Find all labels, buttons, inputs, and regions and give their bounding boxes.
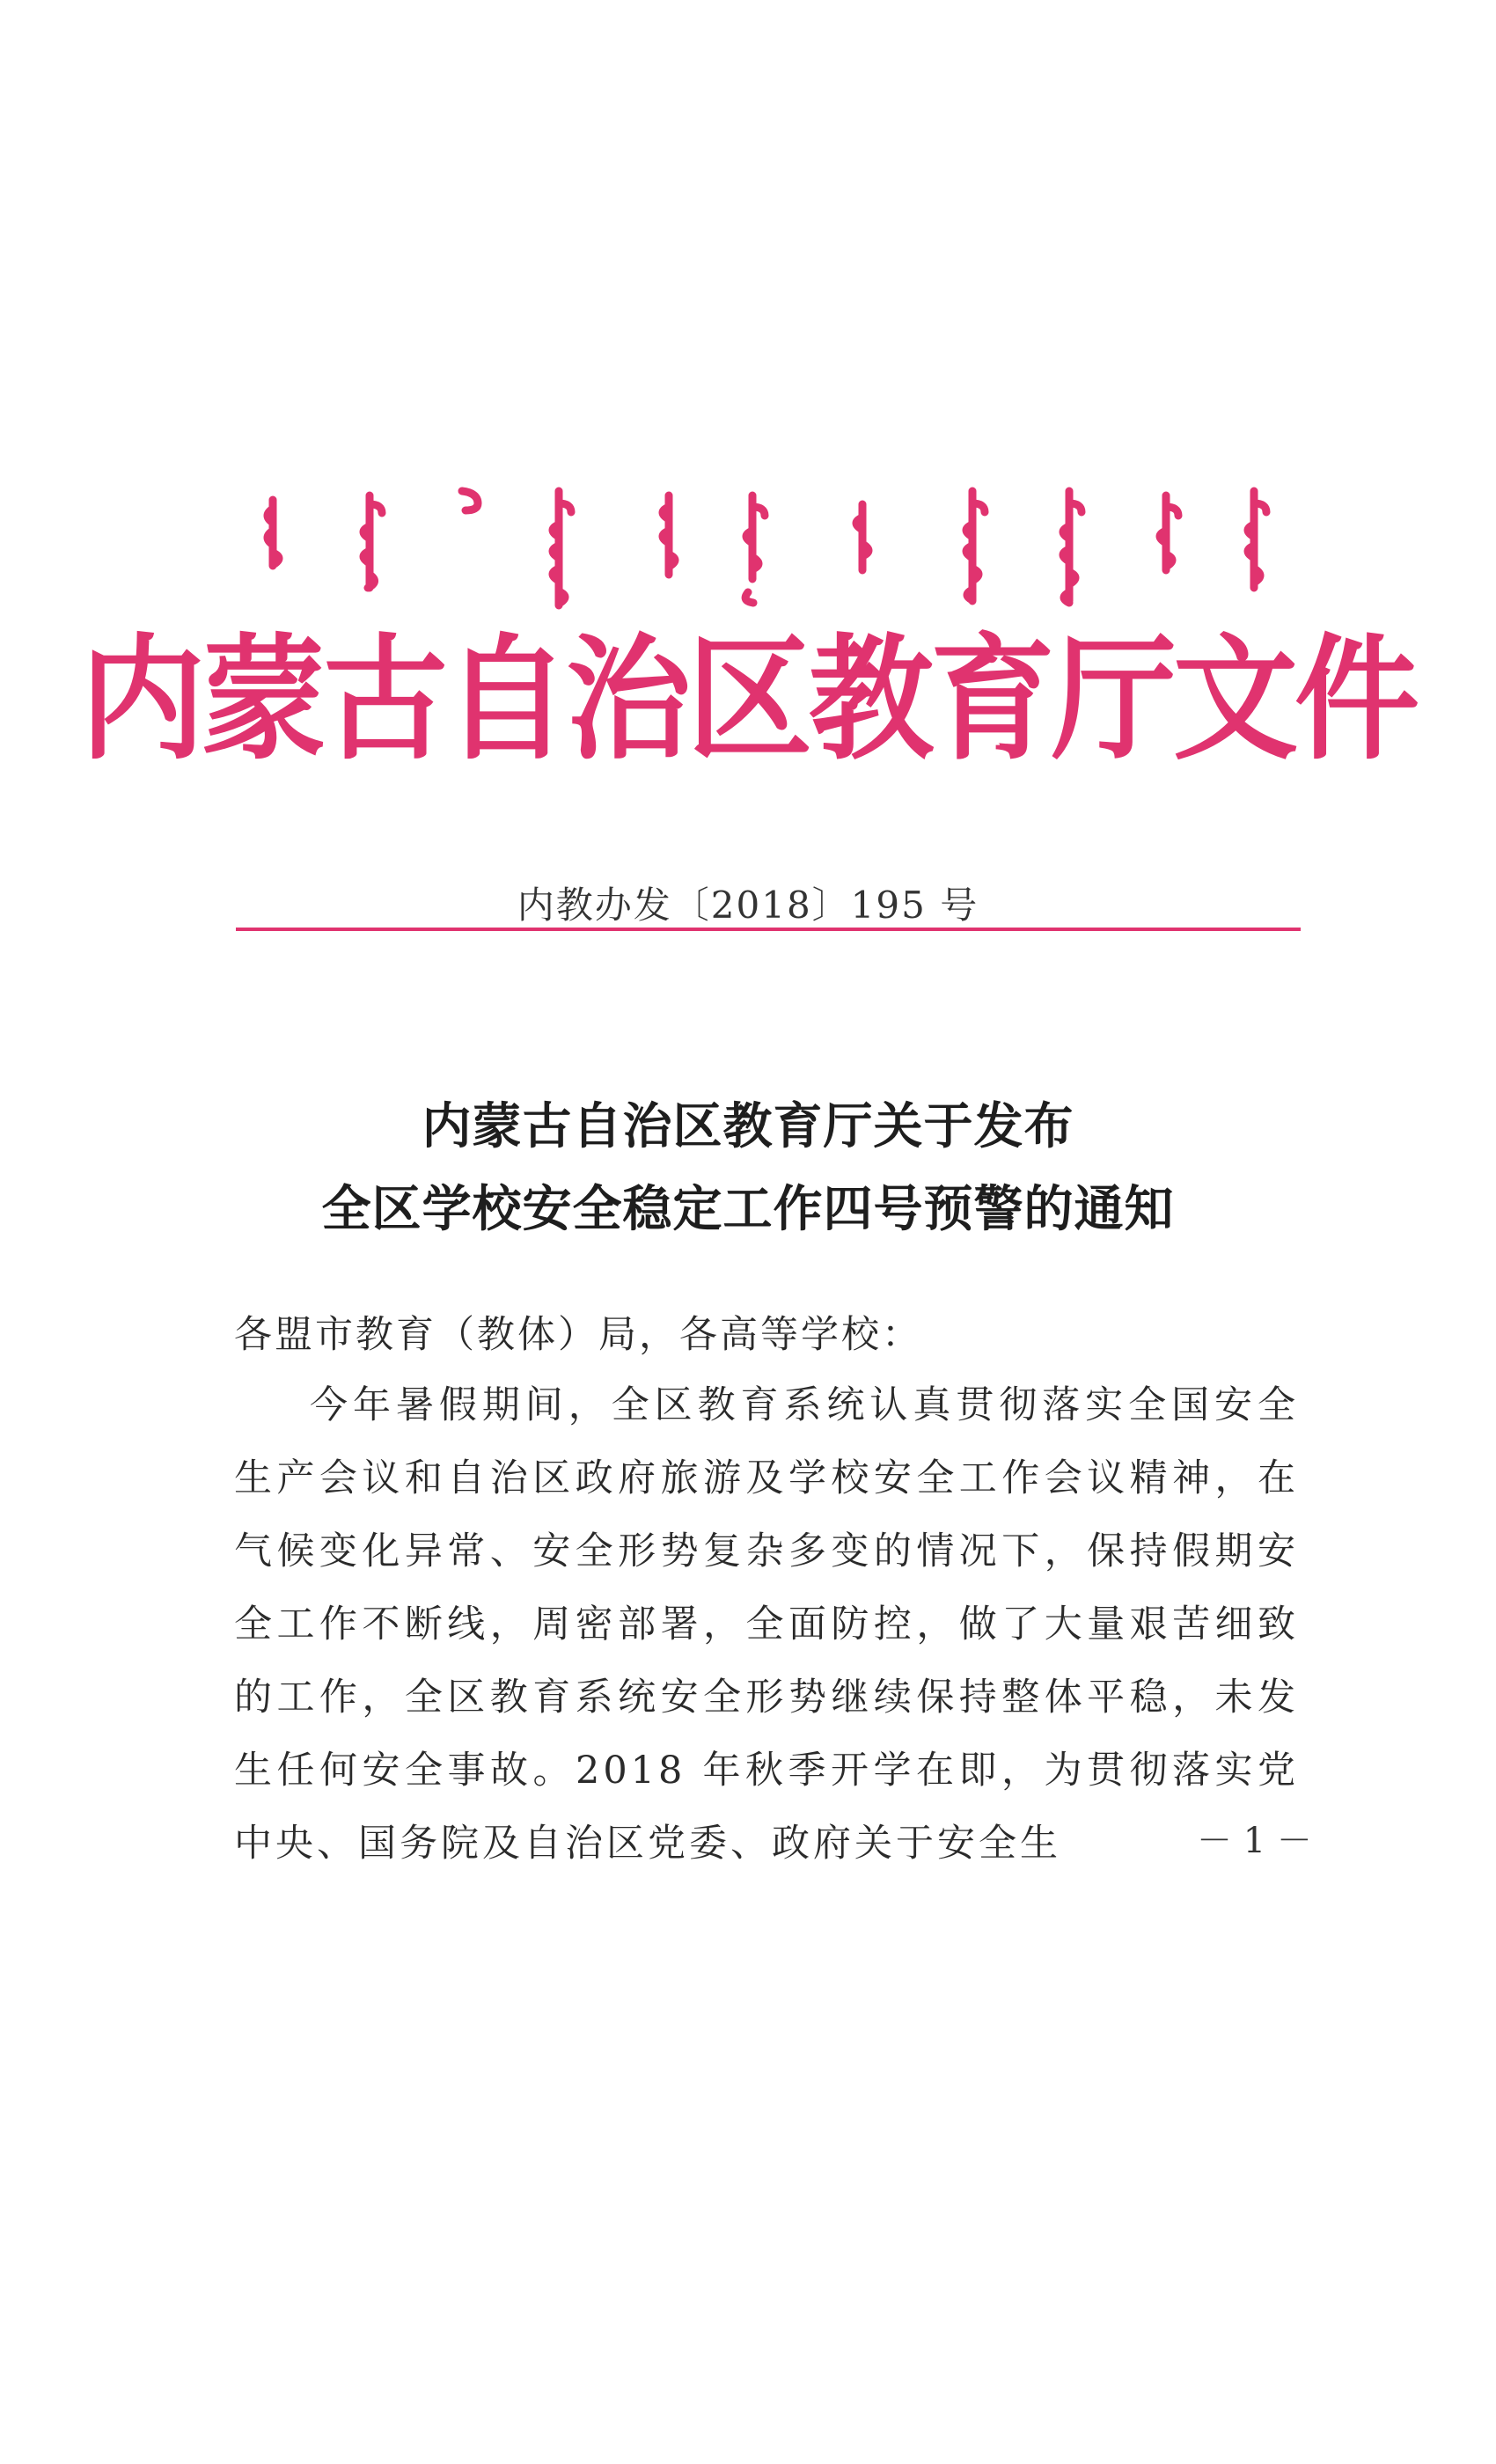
notice-title-line-1: 内蒙古自治区教育厅关于发布 xyxy=(422,1098,1074,1155)
notice-title-line-2: 全区学校安全稳定工作四号预警的通知 xyxy=(321,1181,1175,1238)
mongolian-script-glyphs xyxy=(255,482,1276,614)
red-divider-rule xyxy=(236,928,1301,931)
document-masthead: 内蒙古自治区教育厅文件 xyxy=(80,620,1416,779)
body-paragraph: 今年暑假期间，全区教育系统认真贯彻落实全国安全生产会议和自治区政府旅游及学校安全工作会议精神，在气候变化异常、安全形势复杂多变的情况下，保持假期安全工作不断线，周密部署，全面防控，做了大量艰苦细致的工作，全区教育系统安全形势继续保持整体平稳，未发生任何安全事故。2018 年秋季开学在即，为贯彻落实党中央、国务院及自治区党委、政府关于安全生 xyxy=(234,1383,1299,1866)
mongolian-script-header xyxy=(255,482,1276,614)
page-number: － 1 － xyxy=(1197,1821,1312,1861)
salutation: 各盟市教育（教体）局，各高等学校： xyxy=(234,1313,922,1357)
document-number: 内教办发〔2018〕195 号 xyxy=(517,884,979,927)
